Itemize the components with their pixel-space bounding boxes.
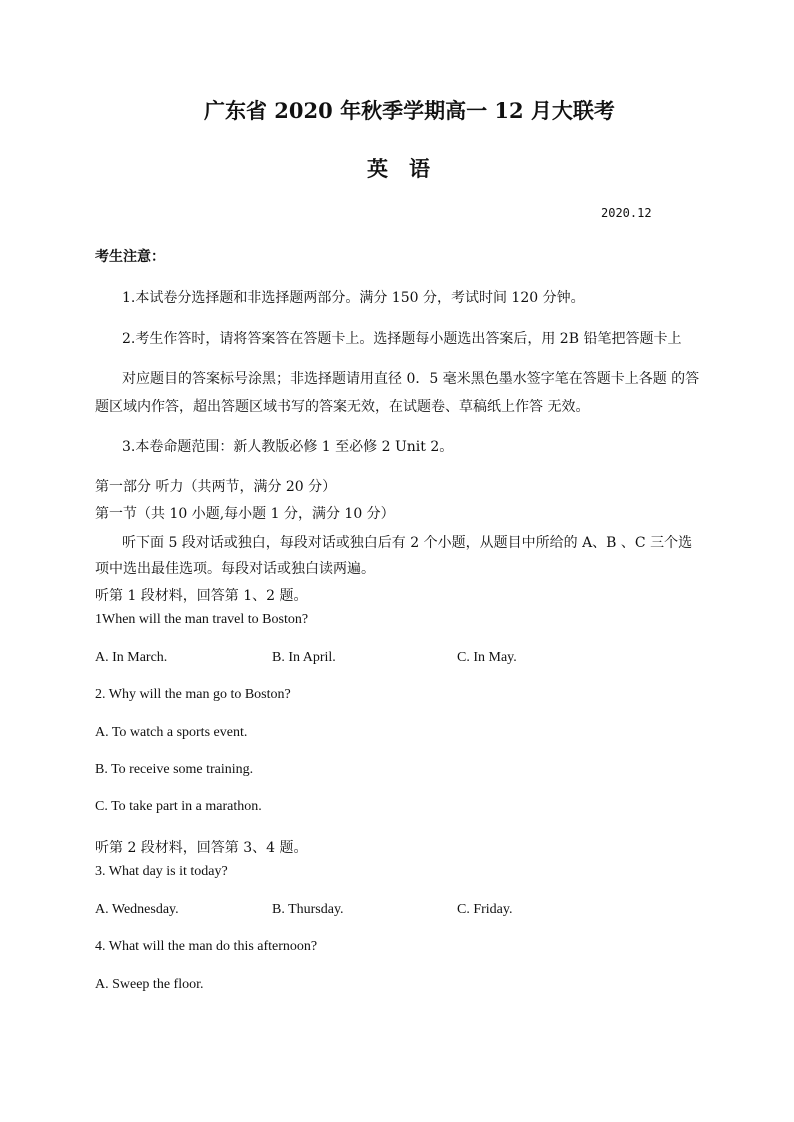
material-1-label: 听第 1 段材料，回答第 1、2 题。 <box>95 588 308 604</box>
notice-item-3: 3.本卷命题范围：新人教版必修 1 至必修 2 Unit 2。 <box>122 439 454 455</box>
question-1-option-b: B. In April. <box>272 650 336 665</box>
question-3-option-b: B. Thursday. <box>272 902 344 917</box>
notice-item-2-line-3: 题区域内作答，超出答题区域书写的答案无效，在试题卷、草稿纸上作答 无效。 <box>95 399 590 415</box>
notice-item-1: 1.本试卷分选择题和非选择题两部分。满分 150 分，考试时间 120 分钟。 <box>122 290 585 306</box>
question-1-option-c: C. In May. <box>457 650 517 665</box>
material-2-label: 听第 2 段材料，回答第 3、4 题。 <box>95 840 308 856</box>
question-2-option-a: A. To watch a sports event. <box>95 725 248 740</box>
question-2: 2. Why will the man go to Boston? <box>95 687 291 702</box>
instructions-line-1: 听下面 5 段对话或独白，每段对话或独白后有 2 个小题，从题目中所给的 A、B 、C 三个选 <box>122 535 693 551</box>
part1-heading: 第一部分 听力（共两节，满分 20 分） <box>95 479 337 495</box>
question-3: 3. What day is it today? <box>95 864 228 879</box>
question-2-option-c: C. To take part in a marathon. <box>95 799 262 814</box>
question-4: 4. What will the man do this afternoon? <box>95 939 318 954</box>
notice-heading: 考生注意： <box>95 249 165 265</box>
question-3-option-a: A. Wednesday. <box>95 902 179 917</box>
instructions-line-2: 项中选出最佳选项。每段对话或独白读两遍。 <box>95 561 375 577</box>
question-1-option-a: A. In March. <box>95 650 168 665</box>
subject-title: 英 语 <box>367 156 430 181</box>
exam-date: 2020.12 <box>601 206 652 220</box>
notice-item-2-line-1: 2.考生作答时，请将答案答在答题卡上。选择题每小题选出答案后，用 2B 铅笔把答题卡上 <box>122 331 682 347</box>
question-2-option-b: B. To receive some training. <box>95 762 254 777</box>
notice-item-2-line-2: 对应题目的答案标号涂黑；非选择题请用直径 0．5 毫米黑色墨水签字笔在答题卡上各题 的答 <box>122 371 700 387</box>
section1-heading: 第一节（共 10 小题,每小题 1 分，满分 10 分） <box>95 506 395 522</box>
question-1: 1When will the man travel to Boston? <box>95 612 309 627</box>
question-4-option-a: A. Sweep the floor. <box>95 977 204 992</box>
question-3-option-c: C. Friday. <box>457 902 513 917</box>
exam-title: 广东省 2020 年秋季学期高一 12 月大联考 <box>204 98 615 123</box>
